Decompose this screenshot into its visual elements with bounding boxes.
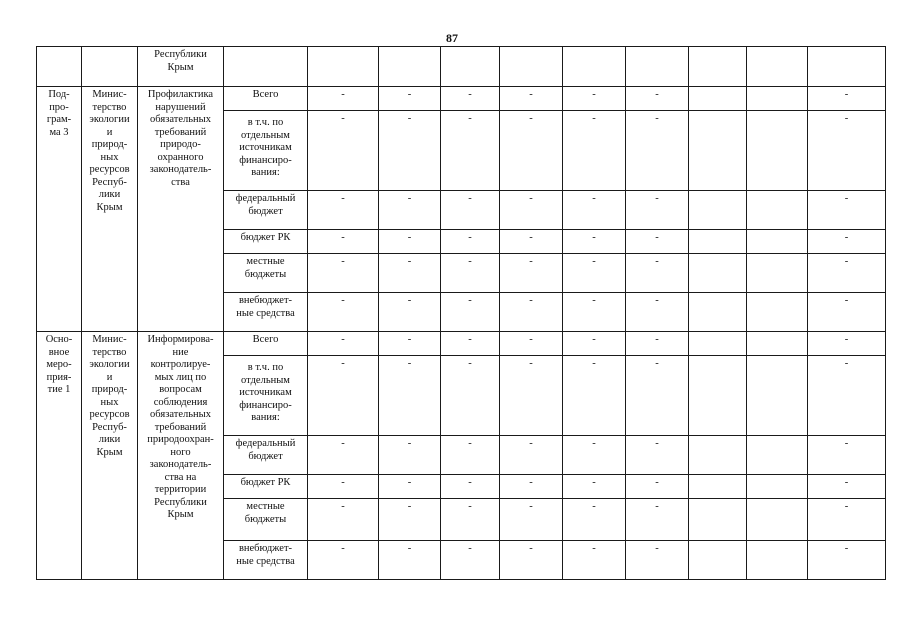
value-cell: - xyxy=(500,332,563,356)
value-cell xyxy=(689,499,747,541)
table-row xyxy=(37,87,886,111)
value-cell xyxy=(747,254,808,293)
value-cell: - xyxy=(808,111,886,191)
header-cell xyxy=(82,47,138,87)
value-cell: - xyxy=(626,499,689,541)
value-cell: - xyxy=(379,254,441,293)
header-cell xyxy=(563,47,626,87)
value-cell: - xyxy=(441,254,500,293)
value-cell: - xyxy=(500,191,563,230)
value-cell: - xyxy=(563,499,626,541)
program-name-cell: Информирова- ние контролируе- мых лиц по вопросам соблюдения обязательных требований природоохран- ного законодатель- ства на территории Республики Крым xyxy=(138,332,224,580)
funding-source-cell: местные бюджеты xyxy=(224,499,308,541)
value-cell xyxy=(689,475,747,499)
value-cell: - xyxy=(500,254,563,293)
value-cell: - xyxy=(808,356,886,436)
header-cell xyxy=(689,47,747,87)
value-cell: - xyxy=(441,332,500,356)
value-cell: - xyxy=(808,436,886,475)
value-cell xyxy=(747,541,808,580)
header-cell xyxy=(747,47,808,87)
value-cell: - xyxy=(626,254,689,293)
value-cell: - xyxy=(308,111,379,191)
value-cell: - xyxy=(500,111,563,191)
value-cell xyxy=(747,293,808,332)
value-cell: - xyxy=(441,475,500,499)
value-cell: - xyxy=(563,254,626,293)
value-cell: - xyxy=(308,293,379,332)
value-cell xyxy=(747,111,808,191)
value-cell xyxy=(747,475,808,499)
value-cell: - xyxy=(808,541,886,580)
value-cell: - xyxy=(563,475,626,499)
header-cell xyxy=(308,47,379,87)
value-cell xyxy=(689,87,747,111)
value-cell: - xyxy=(626,230,689,254)
value-cell: - xyxy=(308,356,379,436)
value-cell: - xyxy=(500,293,563,332)
header-cell xyxy=(808,47,886,87)
value-cell: - xyxy=(563,111,626,191)
value-cell: - xyxy=(563,191,626,230)
value-cell: - xyxy=(441,499,500,541)
header-cell xyxy=(500,47,563,87)
header-cell xyxy=(626,47,689,87)
value-cell: - xyxy=(626,191,689,230)
executor-cell: Минис- терство экологии и природ- ных ресурсов Респуб- лики Крым xyxy=(82,87,138,332)
funding-source-cell: в т.ч. по отдельным источникам финансиро- вания: xyxy=(224,356,308,436)
funding-source-cell: внебюджет- ные средства xyxy=(224,293,308,332)
value-cell: - xyxy=(308,254,379,293)
value-cell: - xyxy=(808,254,886,293)
page-number: 87 xyxy=(446,31,458,45)
value-cell: - xyxy=(308,191,379,230)
value-cell: - xyxy=(626,332,689,356)
value-cell: - xyxy=(808,230,886,254)
value-cell xyxy=(689,541,747,580)
value-cell: - xyxy=(626,87,689,111)
value-cell: - xyxy=(379,541,441,580)
value-cell xyxy=(689,436,747,475)
value-cell: - xyxy=(563,541,626,580)
value-cell: - xyxy=(500,436,563,475)
value-cell xyxy=(689,332,747,356)
header-row xyxy=(37,47,886,87)
header-cell xyxy=(379,47,441,87)
value-cell: - xyxy=(441,111,500,191)
program-type-cell: Осно- вное меро- прия- тие 1 xyxy=(37,332,82,580)
budget-table xyxy=(36,46,886,580)
value-cell xyxy=(747,332,808,356)
value-cell: - xyxy=(441,293,500,332)
value-cell: - xyxy=(808,499,886,541)
value-cell: - xyxy=(441,541,500,580)
value-cell: - xyxy=(379,191,441,230)
value-cell xyxy=(689,356,747,436)
value-cell: - xyxy=(500,230,563,254)
funding-source-cell: бюджет РК xyxy=(224,230,308,254)
value-cell: - xyxy=(808,191,886,230)
executor-cell: Минис- терство экологии и природ- ных ресурсов Респуб- лики Крым xyxy=(82,332,138,580)
funding-source-cell: федеральный бюджет xyxy=(224,191,308,230)
funding-source-cell: Всего xyxy=(224,332,308,356)
value-cell: - xyxy=(626,111,689,191)
header-cell xyxy=(224,47,308,87)
program-type-cell: Под- про- грам- ма 3 xyxy=(37,87,82,332)
value-cell: - xyxy=(379,436,441,475)
value-cell: - xyxy=(563,356,626,436)
value-cell xyxy=(747,230,808,254)
table-row xyxy=(37,332,886,356)
value-cell: - xyxy=(626,475,689,499)
value-cell: - xyxy=(308,87,379,111)
value-cell xyxy=(689,111,747,191)
value-cell xyxy=(747,87,808,111)
value-cell xyxy=(689,293,747,332)
value-cell: - xyxy=(441,230,500,254)
header-cell xyxy=(37,47,82,87)
value-cell: - xyxy=(379,475,441,499)
funding-source-cell: бюджет РК xyxy=(224,475,308,499)
value-cell: - xyxy=(626,541,689,580)
value-cell: - xyxy=(563,87,626,111)
value-cell: - xyxy=(808,475,886,499)
value-cell: - xyxy=(379,87,441,111)
value-cell: - xyxy=(500,475,563,499)
header-name-cell: Республики Крым xyxy=(138,47,224,87)
program-name-cell: Профилактика нарушений обязательных требований природо- охранного законодатель- ства xyxy=(138,87,224,332)
value-cell: - xyxy=(500,356,563,436)
value-cell: - xyxy=(500,499,563,541)
value-cell: - xyxy=(563,293,626,332)
value-cell xyxy=(747,436,808,475)
value-cell: - xyxy=(379,293,441,332)
value-cell: - xyxy=(441,356,500,436)
funding-source-cell: в т.ч. по отдельным источникам финансиро- вания: xyxy=(224,111,308,191)
value-cell: - xyxy=(626,293,689,332)
value-cell: - xyxy=(441,191,500,230)
value-cell: - xyxy=(500,541,563,580)
value-cell: - xyxy=(308,499,379,541)
value-cell: - xyxy=(808,87,886,111)
value-cell: - xyxy=(308,230,379,254)
value-cell: - xyxy=(808,332,886,356)
value-cell: - xyxy=(379,111,441,191)
value-cell: - xyxy=(379,230,441,254)
funding-source-cell: Всего xyxy=(224,87,308,111)
value-cell xyxy=(747,356,808,436)
value-cell: - xyxy=(626,356,689,436)
value-cell: - xyxy=(379,332,441,356)
value-cell: - xyxy=(308,475,379,499)
value-cell: - xyxy=(626,436,689,475)
value-cell xyxy=(747,499,808,541)
value-cell xyxy=(689,254,747,293)
value-cell: - xyxy=(441,436,500,475)
value-cell: - xyxy=(379,356,441,436)
header-cell xyxy=(441,47,500,87)
value-cell xyxy=(689,191,747,230)
value-cell: - xyxy=(308,436,379,475)
value-cell: - xyxy=(308,541,379,580)
value-cell: - xyxy=(379,499,441,541)
value-cell xyxy=(747,191,808,230)
funding-source-cell: внебюджет- ные средства xyxy=(224,541,308,580)
value-cell xyxy=(689,230,747,254)
value-cell: - xyxy=(563,230,626,254)
value-cell: - xyxy=(563,436,626,475)
value-cell: - xyxy=(808,293,886,332)
funding-source-cell: федеральный бюджет xyxy=(224,436,308,475)
value-cell: - xyxy=(441,87,500,111)
value-cell: - xyxy=(563,332,626,356)
value-cell: - xyxy=(500,87,563,111)
funding-source-cell: местные бюджеты xyxy=(224,254,308,293)
value-cell: - xyxy=(308,332,379,356)
